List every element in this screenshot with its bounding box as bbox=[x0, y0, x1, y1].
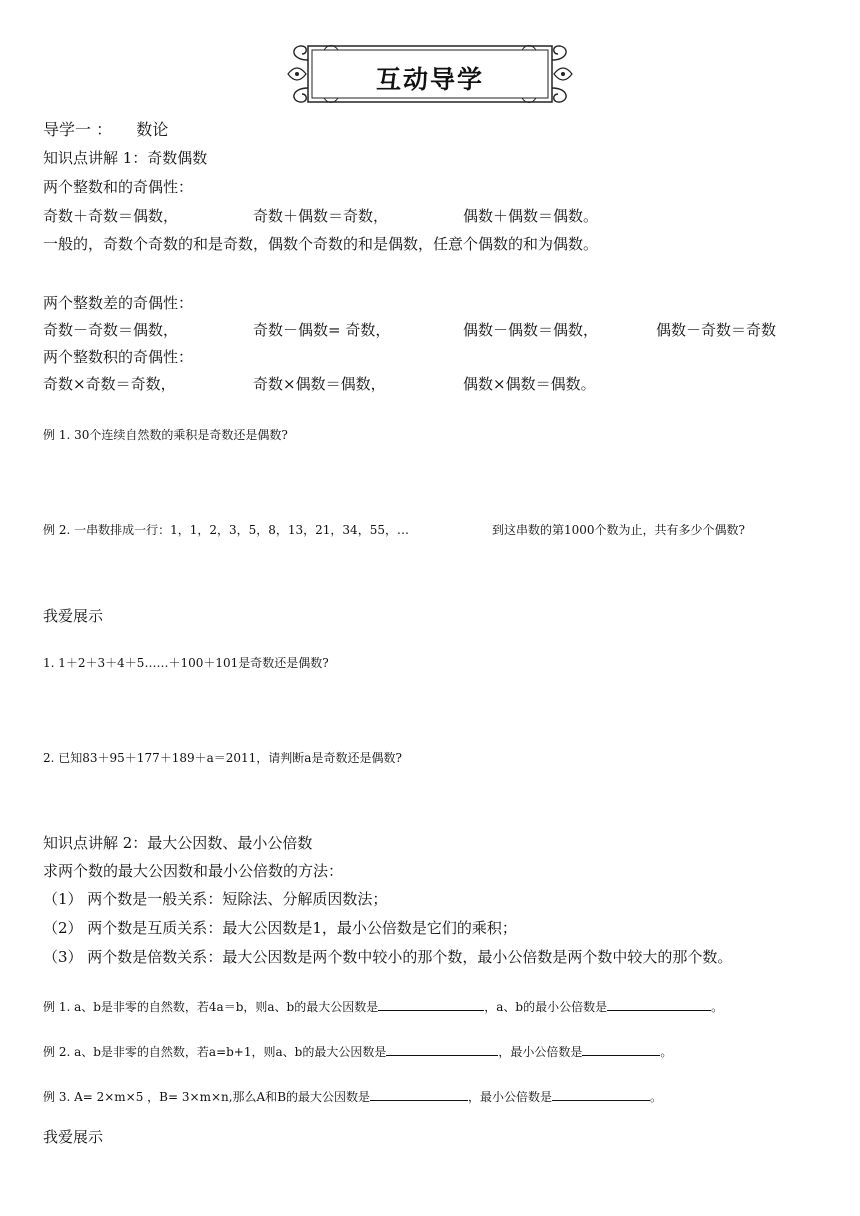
method-3: （3） 两个数是倍数关系：最大公因数是两个数中较小的那个数，最小公倍数是两个数中较大的那个数。 bbox=[43, 948, 733, 966]
diff-rule-2: 奇数－偶数= 奇数， bbox=[253, 321, 391, 339]
gcd-example-3-text-c: 。 bbox=[650, 1090, 663, 1104]
answer-blank[interactable] bbox=[607, 998, 711, 1011]
knowledge-point-2: 知识点讲解 2：最大公因数、最小公倍数 bbox=[43, 834, 313, 852]
section-heading-topic: 数论 bbox=[136, 120, 169, 139]
example-2-part-a: 例 2. 一串数排成一行：1，1，2，3，5，8，13，21，34，55，… bbox=[43, 523, 409, 537]
sum-rule-2: 奇数＋偶数＝奇数， bbox=[253, 207, 389, 225]
show-heading-1: 我爱展示 bbox=[43, 607, 104, 625]
prod-rule-1: 奇数×奇数＝奇数， bbox=[43, 375, 176, 393]
method-2: （2） 两个数是互质关系：最大公因数是1，最小公倍数是它们的乘积； bbox=[43, 919, 517, 937]
gcd-example-2-text-b: ，最小公倍数是 bbox=[498, 1045, 583, 1059]
answer-blank[interactable] bbox=[552, 1088, 650, 1101]
section-heading-label: 导学一 ： bbox=[43, 120, 113, 139]
method-1: （1） 两个数是一般关系：短除法、分解质因数法； bbox=[43, 890, 388, 908]
sum-parity-title: 两个整数和的奇偶性： bbox=[43, 178, 194, 196]
example-1: 例 1. 30个连续自然数的乘积是奇数还是偶数? bbox=[43, 428, 288, 442]
gcd-example-2 bbox=[43, 1043, 672, 1060]
page-title: 互动导学 bbox=[375, 65, 484, 94]
gcd-example-2-text-a: 例 2. a、b是非零的自然数，若a=b+1，则a、b的最大公因数是 bbox=[43, 1045, 387, 1059]
general-rule: 一般的，奇数个奇数的和是奇数，偶数个奇数的和是偶数，任意个偶数的和为偶数。 bbox=[43, 235, 599, 253]
gcd-example-1-text-c: 。 bbox=[711, 1000, 724, 1014]
sum-rule-3: 偶数＋偶数＝偶数。 bbox=[463, 207, 599, 225]
show-heading-2: 我爱展示 bbox=[43, 1128, 104, 1146]
gcd-example-1 bbox=[43, 998, 723, 1015]
gcd-example-3-text-a: 例 3. A= 2×m×5 ，B= 3×m×n,那么A和B的最大公因数是 bbox=[43, 1090, 371, 1104]
method-title: 求两个数的最大公因数和最小公倍数的方法： bbox=[43, 862, 344, 880]
practice-1: 1. 1＋2＋3＋4＋5……＋100＋101是奇数还是偶数? bbox=[43, 656, 329, 670]
knowledge-point-1: 知识点讲解 1：奇数偶数 bbox=[43, 149, 208, 167]
prod-parity-title: 两个整数积的奇偶性： bbox=[43, 348, 194, 366]
gcd-example-3-text-b: ，最小公倍数是 bbox=[468, 1090, 553, 1104]
sum-rule-1: 奇数＋奇数＝偶数， bbox=[43, 207, 179, 225]
diff-rule-3: 偶数－偶数＝偶数， bbox=[463, 321, 599, 339]
diff-rule-4: 偶数－奇数＝奇数 bbox=[656, 321, 777, 339]
answer-blank[interactable] bbox=[378, 998, 484, 1011]
gcd-example-2-text-c: 。 bbox=[660, 1045, 673, 1059]
title-banner bbox=[284, 40, 576, 108]
answer-blank[interactable] bbox=[370, 1088, 468, 1101]
gcd-example-1-text-b: ，a、b的最小公倍数是 bbox=[484, 1000, 608, 1014]
prod-rule-2: 奇数×偶数＝偶数， bbox=[253, 375, 386, 393]
answer-blank[interactable] bbox=[386, 1043, 498, 1056]
diff-parity-title: 两个整数差的奇偶性： bbox=[43, 294, 194, 312]
answer-blank[interactable] bbox=[582, 1043, 660, 1056]
gcd-example-3 bbox=[43, 1088, 662, 1105]
section-heading bbox=[43, 117, 168, 140]
example-2-part-b: 到这串数的第1000个数为止，共有多少个偶数? bbox=[492, 523, 745, 537]
practice-2: 2. 已知83＋95＋177＋189＋a＝2011，请判断a是奇数还是偶数? bbox=[43, 751, 402, 765]
prod-rule-3: 偶数×偶数＝偶数。 bbox=[463, 375, 596, 393]
diff-rule-1: 奇数－奇数＝偶数， bbox=[43, 321, 179, 339]
gcd-example-1-text-a: 例 1. a、b是非零的自然数，若4a＝b，则a、b的最大公因数是 bbox=[43, 1000, 379, 1014]
